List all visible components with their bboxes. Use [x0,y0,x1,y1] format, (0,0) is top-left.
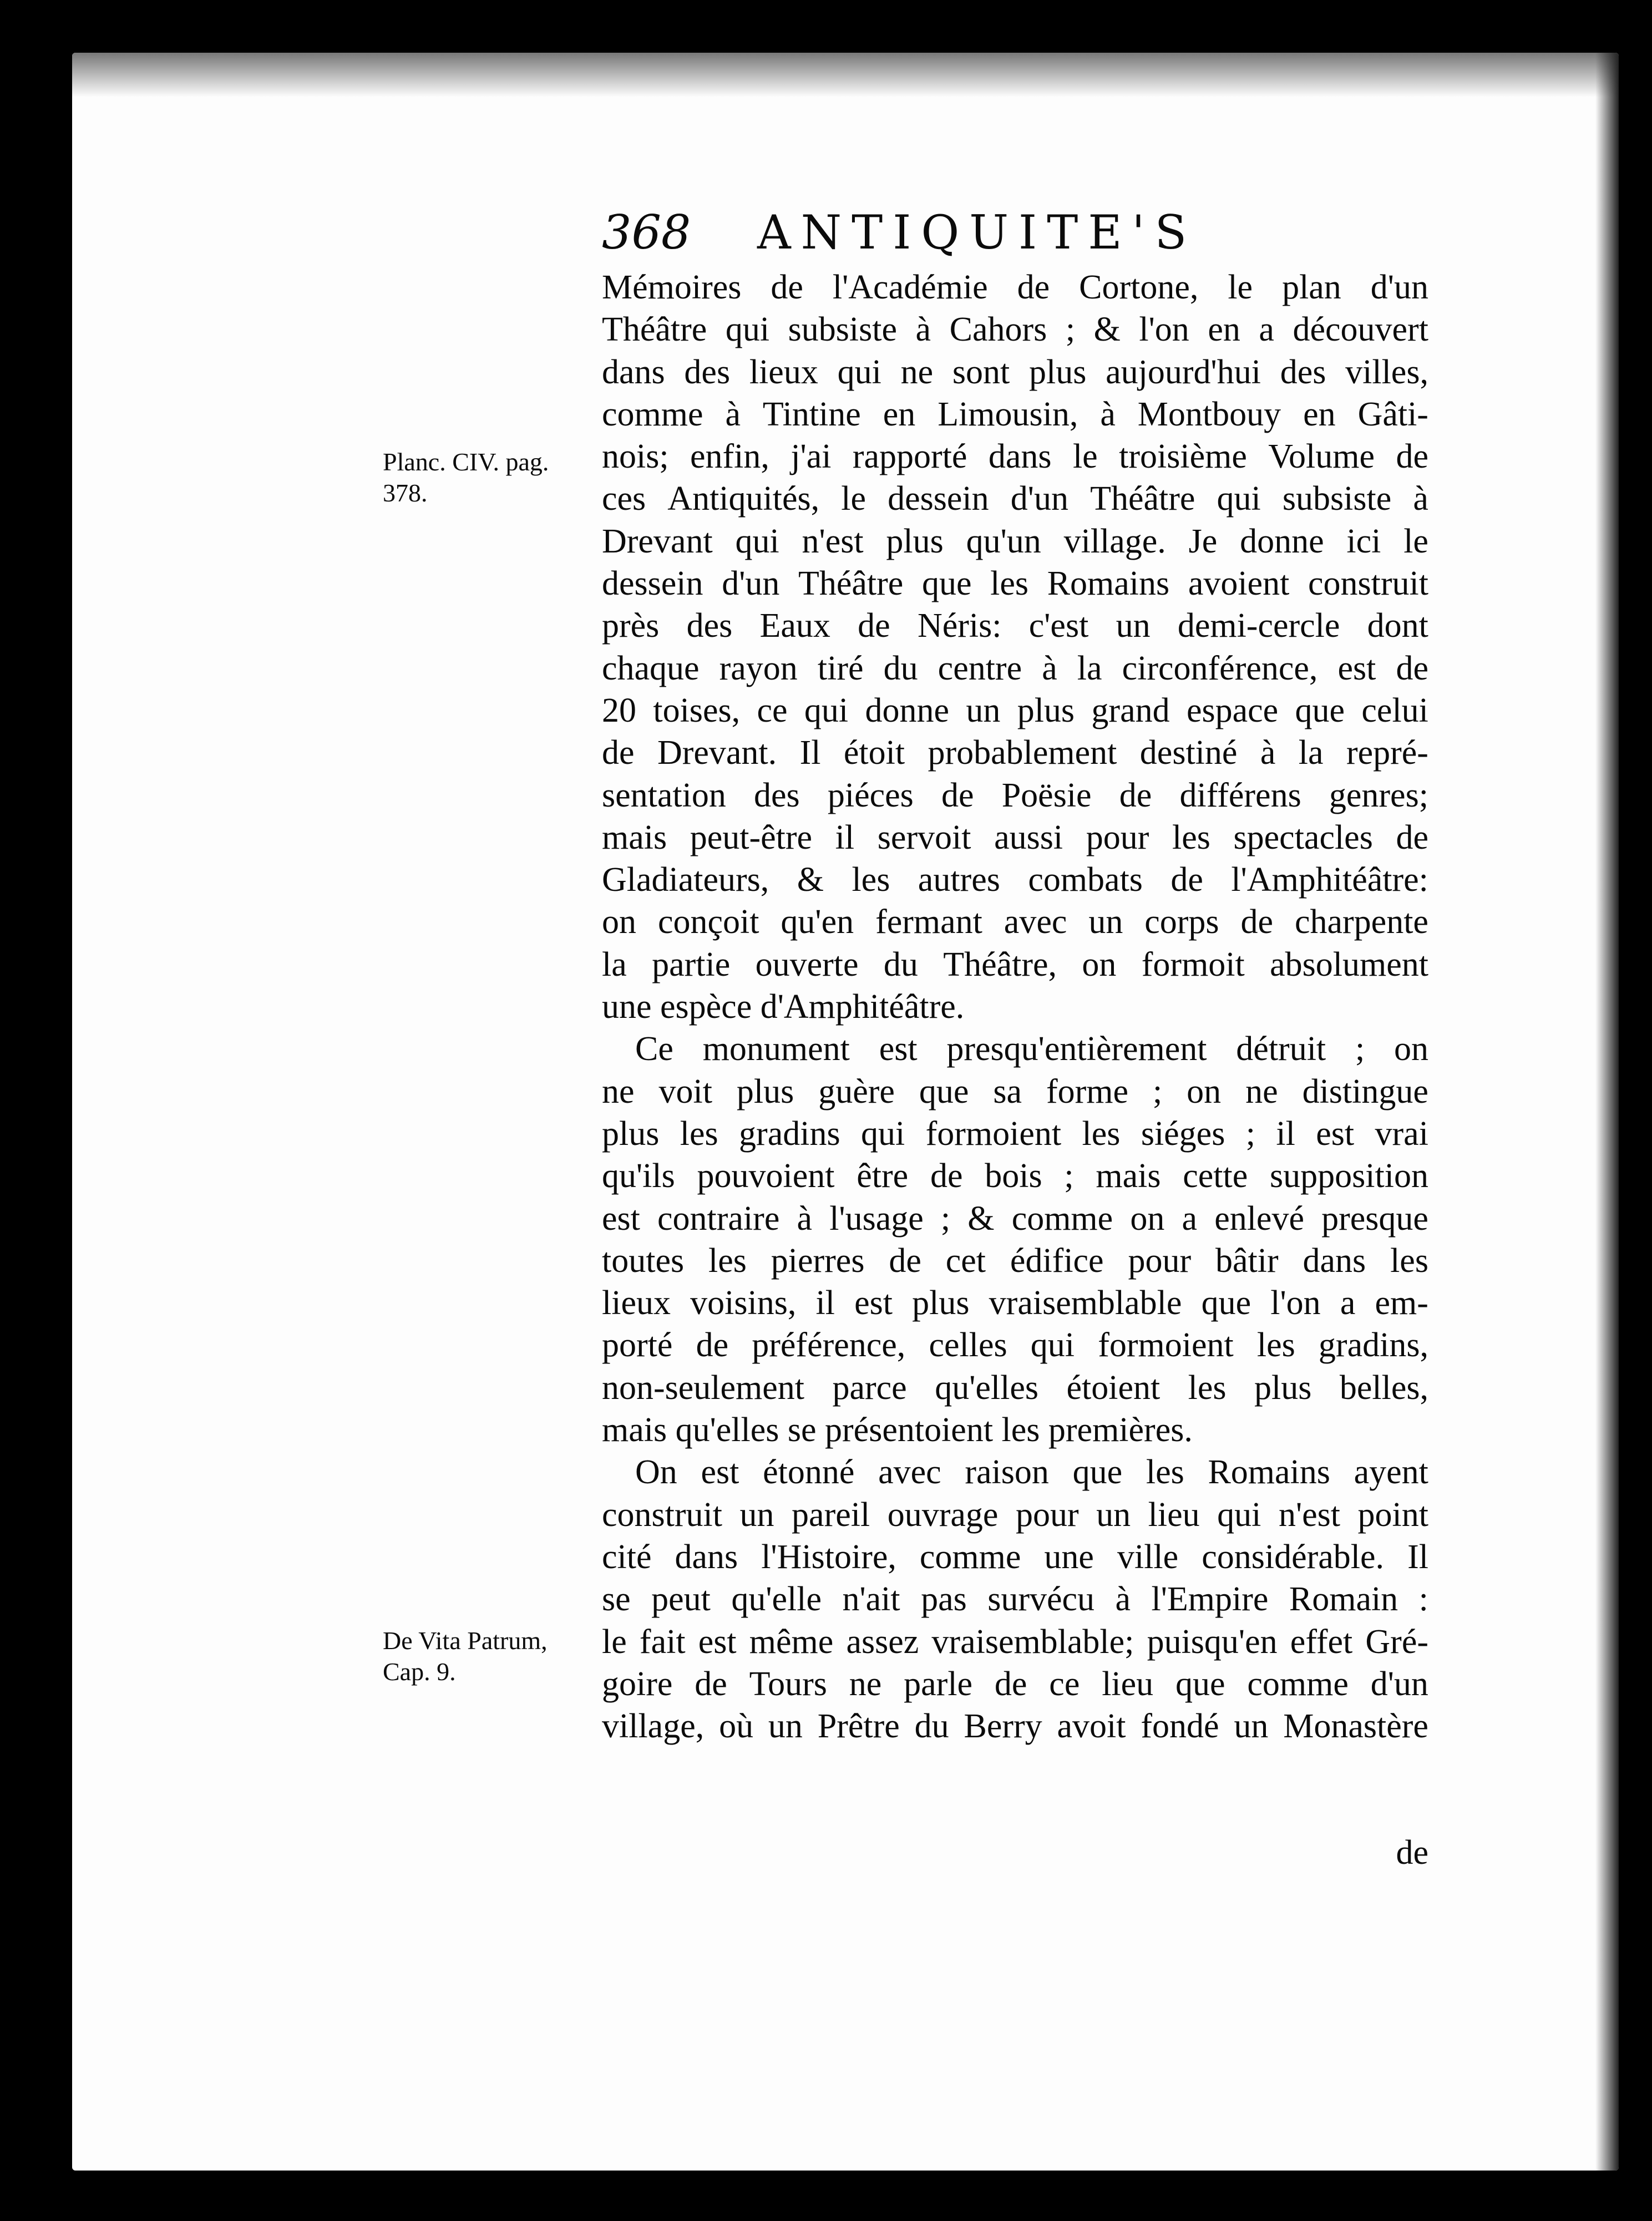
text-line: Théâtre qui subsiste à Cahors ; & l'on en a découvert [602,311,1428,349]
margin-note-line: Cap. 9. [383,1657,456,1686]
text-line: 20 toises, ce qui donne un plus grand espace que celui [602,691,1428,729]
running-title: ANTIQUITE'S [757,205,1197,260]
text-line: plus les gradins qui formoient les siéges ; il est vrai [602,1114,1428,1153]
text-line: nois; enfin, j'ai rapporté dans le troisième Volume de [602,438,1428,476]
text-line: une espèce d'Amphitéâtre. [602,988,965,1026]
text-line: ces Antiquités, le dessein d'un Théâtre qui subsiste à [602,480,1428,518]
text-line: village, où un Prêtre du Berry avoit fondé un Monastère [602,1707,1428,1746]
text-line: près des Eaux de Néris: c'est un demi-cercle dont [602,607,1428,645]
page-header [602,205,1428,272]
page-number: 368 [602,205,691,260]
text-line: ne voit plus guère que sa forme ; on ne distingue [602,1072,1428,1110]
text-line: mais peut-être il servoit aussi pour les spectacles de [602,818,1428,856]
text-line: la partie ouverte du Théâtre, on formoit absolument [602,945,1428,983]
text-line: Ce monument est presqu'entièrement détruit ; on [635,1030,1428,1068]
text-line: de Drevant. Il étoit probablement destiné à la repré- [602,734,1428,772]
text-line: cité dans l'Histoire, comme une ville considérable. Il [602,1538,1428,1576]
catch-word: de [1396,1834,1428,1872]
text-line: lieux voisins, il est plus vraisemblable que l'on a em- [602,1284,1428,1322]
text-line: chaque rayon tiré du centre à la circonférence, est de [602,649,1428,687]
text-line: on conçoit qu'en fermant avec un corps de charpente [602,903,1428,941]
text-line: porté de préférence, celles qui formoient les gradins, [602,1326,1428,1365]
text-line: goire de Tours ne parle de ce lieu que comme d'un [602,1665,1428,1703]
text-line: se peut qu'elle n'ait pas survécu à l'Empire Romain : [602,1580,1428,1619]
margin-note-source-reference [383,1625,594,1687]
book-page [72,53,1619,2171]
body-text [602,266,1428,1872]
margin-note-line: De Vita Patrum, [383,1626,548,1655]
text-line: Mémoires de l'Académie de Cortone, le plan d'un [602,268,1428,306]
text-line: non-seulement parce qu'elles étoient les plus belles, [602,1368,1428,1407]
text-line: est contraire à l'usage ; & comme on a enlevé presque [602,1199,1428,1238]
text-line: toutes les pierres de cet édifice pour bâtir dans les [602,1241,1428,1280]
text-line: le fait est même assez vraisemblable; puisqu'en effet Gré- [602,1622,1428,1661]
text-line: Drevant qui n'est plus qu'un village. Je donne ici le [602,522,1428,560]
text-line: construit un pareil ouvrage pour un lieu qui n'est point [602,1495,1428,1534]
text-line: mais qu'elles se présentoient les premières. [602,1411,1193,1449]
text-line: Gladiateurs, & les autres combats de l'Amphitéâtre: [602,861,1428,899]
margin-note-line: Planc. CIV. pag. [383,448,549,476]
text-line: sentation des piéces de Poësie de différens genres; [602,776,1428,814]
text-line: dans des lieux qui ne sont plus aujourd'hui des villes, [602,353,1428,391]
text-line: comme à Tintine en Limousin, à Montbouy en Gâti- [602,395,1428,433]
margin-note-plate-reference [383,447,594,509]
text-line: dessein d'un Théâtre que les Romains avoient construit [602,565,1428,603]
text-line: qu'ils pouvoient être de bois ; mais cette supposition [602,1157,1428,1195]
margin-note-line: 378. [383,479,428,507]
text-line: On est étonné avec raison que les Romains ayent [635,1453,1428,1492]
